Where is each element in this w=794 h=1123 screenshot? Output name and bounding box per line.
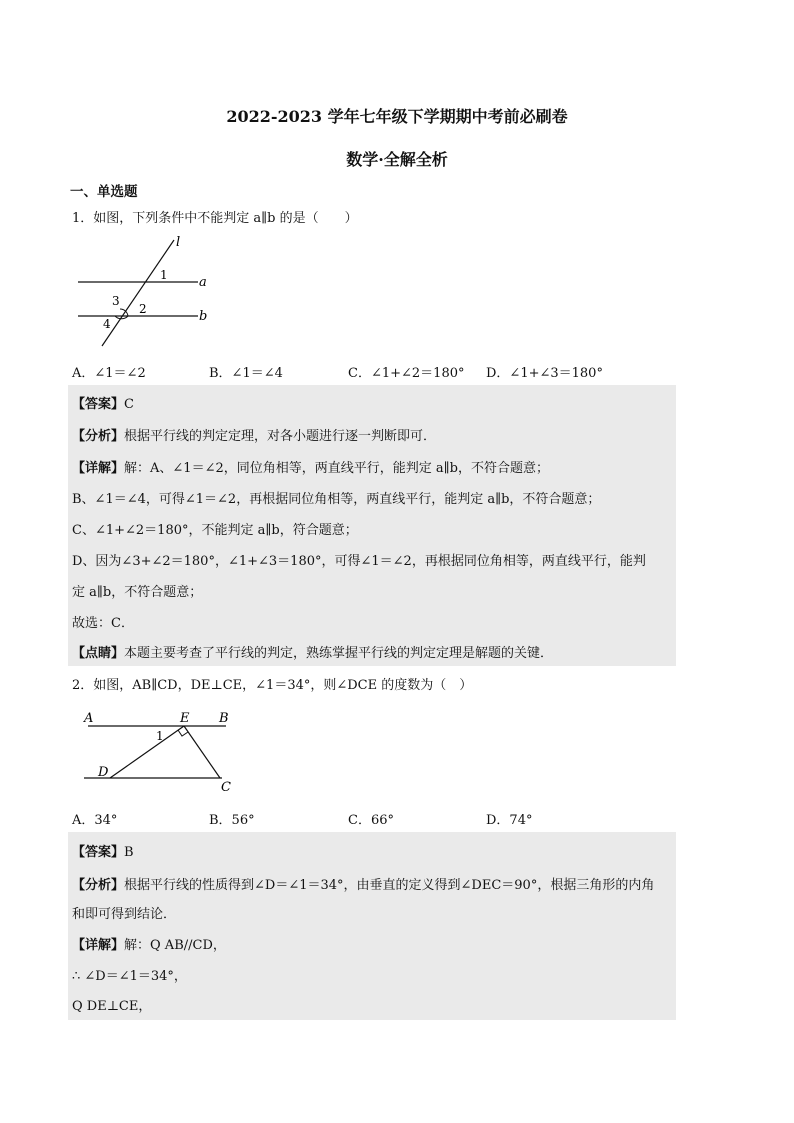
q1-detail-line: B、∠1＝∠4，可得∠1＝∠2，再根据同位角相等，两直线平行，能判定 a∥b，不符合题意； xyxy=(72,492,601,507)
analysis-text: 根据平行线的判定定理，对各小题进行逐一判断即可． xyxy=(124,429,437,444)
segment-de xyxy=(110,726,184,778)
q1-detail-line: 定 a∥b，不符合题意； xyxy=(72,585,203,600)
segment-ec xyxy=(184,726,220,778)
detail-text: 解：A、∠1＝∠2，同位角相等，两直线平行，能判定 a∥b，不符合题意； xyxy=(124,461,549,476)
q2-detail-line xyxy=(72,934,226,953)
q1-detail-line: 故选：C． xyxy=(72,616,134,631)
analysis-tag: 【分析】 xyxy=(72,878,125,893)
label-angle-4: 4 xyxy=(103,317,111,331)
q2-solution-box xyxy=(68,832,676,1020)
label-b: b xyxy=(199,309,208,324)
label-a: a xyxy=(199,275,207,290)
answer-tag: 【答案】 xyxy=(72,845,125,860)
label-A: A xyxy=(84,711,94,726)
q1-option-a[interactable]: A．∠1＝∠2 xyxy=(72,366,146,381)
answer-value: C xyxy=(124,397,134,412)
q2-option-d[interactable]: D．74° xyxy=(486,813,533,828)
q1-comment xyxy=(72,642,553,661)
answer-tag: 【答案】 xyxy=(72,397,125,412)
q2-option-c[interactable]: C．66° xyxy=(348,813,394,828)
q1-detail-line: C、∠1+∠2＝180°，不能判定 a∥b，符合题意； xyxy=(72,523,358,538)
q2-option-a[interactable]: A．34° xyxy=(72,813,118,828)
section-heading: 一、单选题 xyxy=(70,184,138,200)
label-angle-1: 1 xyxy=(156,729,164,743)
q1-detail-line: D、因为∠3+∠2＝180°，∠1+∠3＝180°，可得∠1＝∠2，再根据同位角相等，两直线平行，能判 xyxy=(72,554,646,569)
question-2-figure xyxy=(76,706,246,798)
question-1-stem: 1．如图，下列条件中不能判定 a∥b 的是（ ） xyxy=(72,211,358,226)
label-l: l xyxy=(176,235,181,250)
q1-answer xyxy=(72,393,134,412)
label-angle-3: 3 xyxy=(112,294,120,308)
analysis-tag: 【分析】 xyxy=(72,429,125,444)
q1-option-d[interactable]: D．∠1+∠3＝180° xyxy=(486,366,603,381)
q2-option-b[interactable]: B．56° xyxy=(209,813,255,828)
q1-detail-line xyxy=(72,457,549,476)
comment-tag: 【点睛】 xyxy=(72,646,125,661)
q1-solution-box xyxy=(68,385,676,666)
analysis-text: 根据平行线的性质得到∠D＝∠1＝34°，由垂直的定义得到∠DEC＝90°，根据三角形的内角 xyxy=(124,878,655,893)
question-1-figure xyxy=(70,232,220,352)
q1-analysis xyxy=(72,425,436,444)
label-D: D xyxy=(98,765,109,780)
page-subtitle: 数学·全解全析 xyxy=(346,150,448,169)
answer-value: B xyxy=(124,845,134,860)
detail-text: 解：Q AB//CD， xyxy=(124,938,226,953)
label-angle-2: 2 xyxy=(139,302,147,316)
question-2-stem: 2．如图，AB∥CD，DE⊥CE，∠1＝34°，则∠DCE 的度数为（ ） xyxy=(72,678,473,693)
line-l xyxy=(102,240,174,346)
q1-option-c[interactable]: C．∠1+∠2＝180° xyxy=(348,366,465,381)
q2-analysis xyxy=(72,874,654,893)
comment-text: 本题主要考查了平行线的判定，熟练掌握平行线的判定定理是解题的关键． xyxy=(124,646,554,661)
q2-detail-line: ∴ ∠D＝∠1＝34°， xyxy=(72,969,187,984)
label-angle-1: 1 xyxy=(160,268,168,282)
q1-option-b[interactable]: B．∠1＝∠4 xyxy=(209,366,283,381)
label-C: C xyxy=(221,780,231,795)
page-title: 2022-2023 学年七年级下学期期中考前必刷卷 xyxy=(226,107,568,126)
label-E: E xyxy=(180,711,190,726)
q2-detail-line: Q DE⊥CE， xyxy=(72,999,152,1014)
q2-analysis-cont: 和即可得到结论． xyxy=(72,907,177,922)
detail-tag: 【详解】 xyxy=(72,461,125,476)
detail-tag: 【详解】 xyxy=(72,938,125,953)
right-angle-mark xyxy=(178,730,188,736)
q2-answer xyxy=(72,841,134,860)
label-B: B xyxy=(219,711,229,726)
